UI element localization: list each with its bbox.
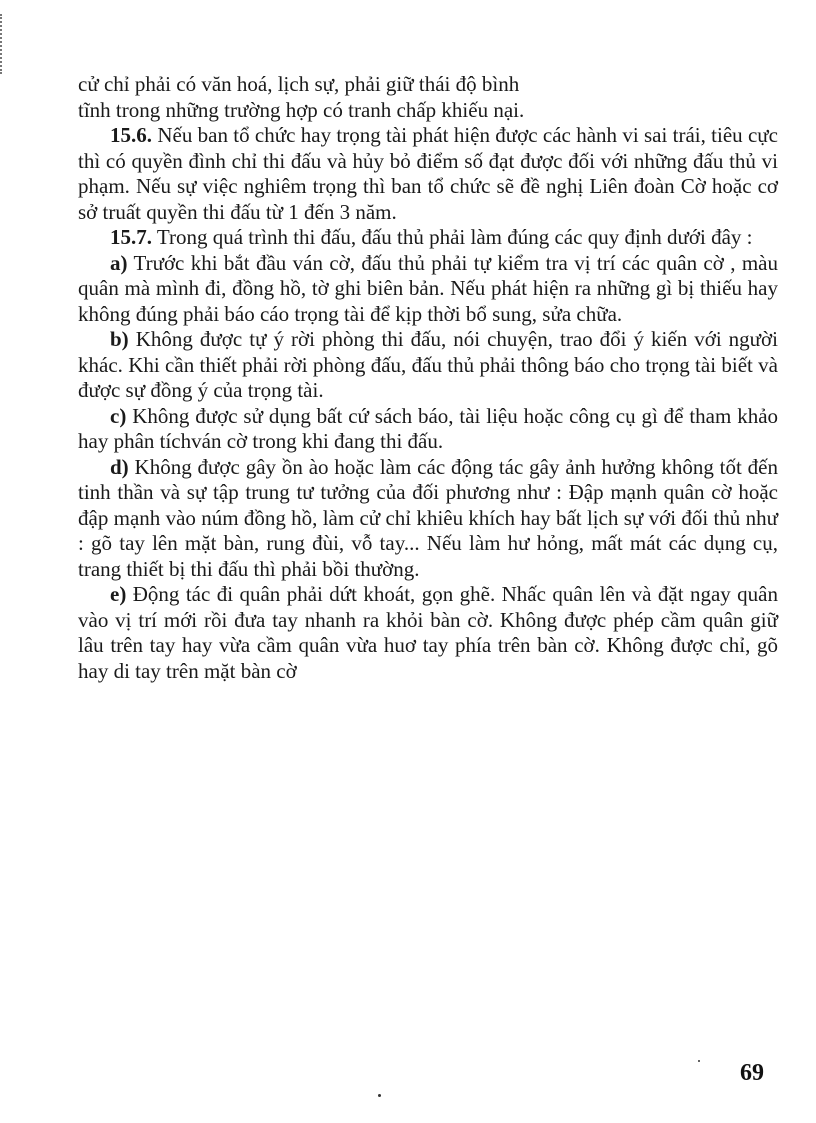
section-number: 15.6.	[110, 123, 152, 147]
intro-line-1: cử chỉ phải có văn hoá, lịch sự, phải giữ thái độ bình	[78, 72, 520, 96]
intro-line-2: tĩnh trong những trường hợp có tranh chấp khiếu nại.	[78, 97, 525, 122]
item-text: Động tác đi quân phải dứt khoát, gọn ghẽ. Nhấc quân lên và đặt ngay quân vào vị trí mới rồi đưa tay nhanh ra khỏi bàn cờ. Không được phép cầm quân giữ lâu trên tay hay vừa cầm quân vừa huơ tay phía trên bàn cờ. Không được chỉ, gõ hay di tay trên mặt bàn cờ	[78, 582, 779, 683]
scan-speck	[378, 1094, 381, 1097]
rule-item-a	[78, 251, 778, 328]
section-number: 15.7.	[110, 225, 152, 249]
rule-item-b	[78, 327, 778, 404]
section-15-6	[78, 123, 778, 225]
item-text: Không được sử dụng bất cứ sách báo, tài liệu hoặc công cụ gì để tham khảo hay phân tíchván cờ trong khi đang thi đấu.	[78, 403, 779, 453]
item-marker: d)	[110, 454, 129, 479]
item-text: Không được gây ồn ào hoặc làm các động tác gây ảnh hưởng không tốt đến tinh thần và sự tập trung tư tưởng của đối phương như : Đập mạnh quân cờ hoặc đập mạnh vào núm đồng hồ, làm cử chỉ khiêu khích hay bất lịch sự với đối thủ như : gõ tay lên mặt bàn, rung đùi, vỗ tay... Nếu làm hư hỏng, mất mát các dụng cụ, trang thiết bị thi đấu thì phải bồi thường.	[78, 454, 778, 581]
item-marker: a)	[110, 250, 128, 275]
section-15-7	[78, 225, 778, 251]
scan-speck	[698, 1060, 700, 1062]
item-marker: c)	[110, 403, 127, 428]
item-marker: b)	[110, 327, 129, 351]
rule-item-d	[78, 455, 778, 583]
rule-item-e	[78, 582, 778, 684]
item-text: Trước khi bắt đầu ván cờ, đấu thủ phải tự kiểm tra vị trí các quân cờ , màu quân mà mình đi, đồng hồ, tờ ghi biên bản. Nếu phát hiện ra những gì bị thiếu hay không đúng phải báo cáo trọng tài để kịp thời bổ sung, sửa chữa.	[78, 250, 778, 326]
scan-edge-mark	[0, 14, 5, 74]
page-number: 69	[740, 1060, 764, 1086]
item-marker: e)	[110, 582, 127, 606]
rule-item-c	[78, 404, 778, 455]
document-body	[78, 72, 778, 684]
section-text: Trong quá trình thi đấu, đấu thủ phải làm đúng các quy định dưới đây :	[156, 225, 753, 249]
section-text: Nếu ban tổ chức hay trọng tài phát hiện được các hành vi sai trái, tiêu cực thì có quyền đình chỉ thi đấu và hủy bỏ điểm số đạt được đối với những đấu thủ vi phạm. Nếu sự việc nghiêm trọng thì ban tổ chức sẽ đề nghị Liên đoàn Cờ hoặc cơ sở truất quyền thi đấu từ 1 đến 3 năm.	[78, 123, 778, 224]
item-text: Không được tự ý rời phòng thi đấu, nói chuyện, trao đổi ý kiến với người khác. Khi cần thiết phải rời phòng đấu, đấu thủ phải thông báo cho trọng tài biết và được sự đồng ý của trọng tài.	[78, 327, 778, 402]
